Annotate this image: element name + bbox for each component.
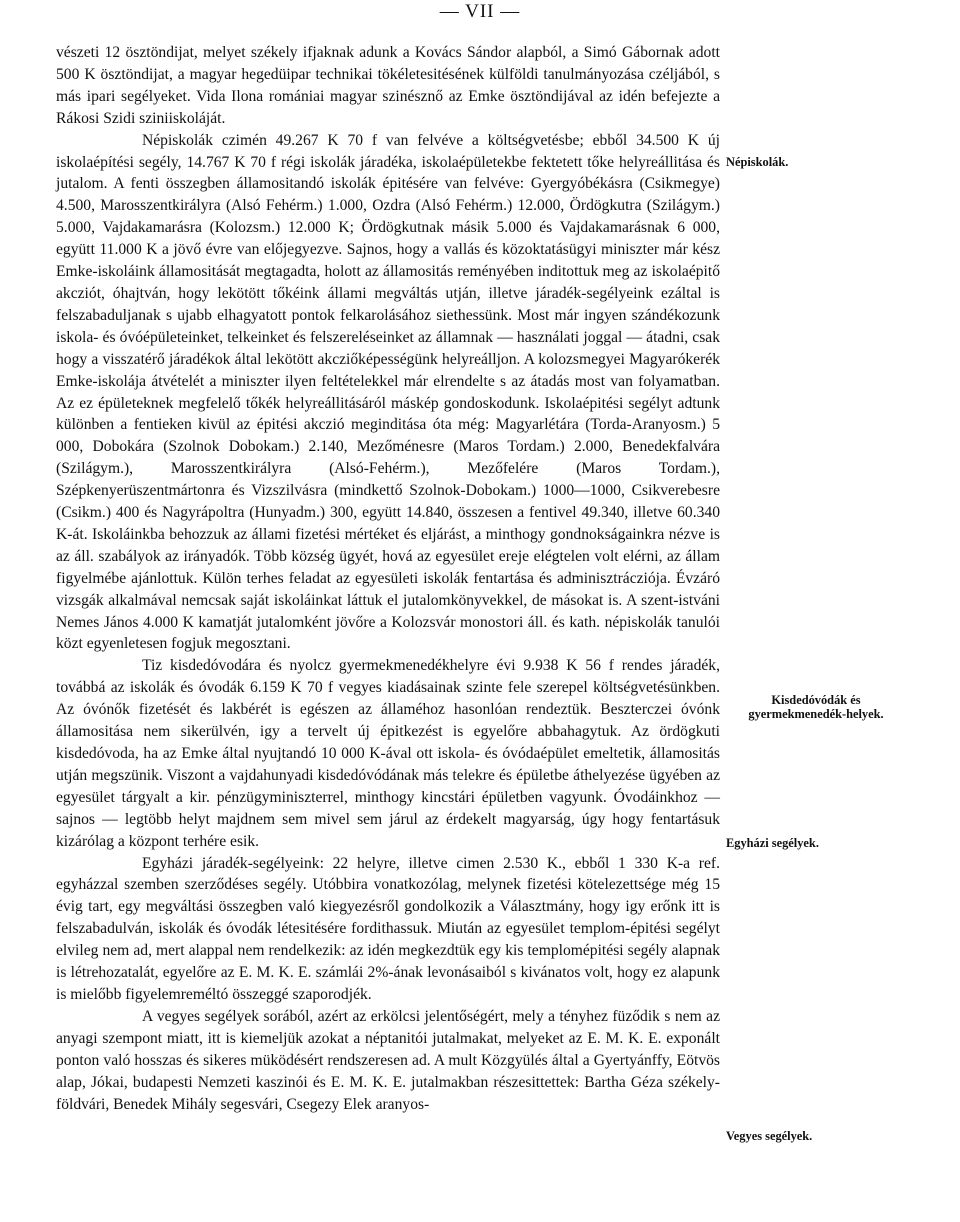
paragraph-church-grants: Egyházi járadék-segélyeink: 22 helyre, illetve cimen 2.530 K., ebből 1 330 K-a ref. egyházzal szemben szerződéses segély. Utóbbira vonatkozólag, melynek fizetési kötelezettsége még 15 évig tart, egy megváltási összegben való kiegyezésről gondolkozik a Választmány, hogy igy erőnk itt is felszabadulván, iskolák és óvodák létesitésére fordithassuk. Miután az egyesület templom-épitési segélyt elvileg nem ad, mert alappal nem rendelkezik: az idén megkezdtük egy kis templomépitési segély alapnak is létrehozatalát, egyelőre az E. M. K. E. számlái 2%-ának levonásaiból s kivánatos volt, hogy ez alapunk is mielőbb figyelemreméltó összeggé szaporodjék. xyxy=(56,854,720,1003)
paragraph-misc-grants: A vegyes segélyek sorából, azért az erkölcsi jelentőségért, mely a tényhez füződik s nem az anyagi szempont miatt, itt is kiemeljük azokat a néptanitói jutalmakat, melyeket az E. M. K. E. exponált ponton való hosszas és sikeres müködésért rendszeresen ad. A mult Közgyülés által a Gyertyánffy, Eötvös alap, Jókai, budapesti Nemzeti kaszinói és E. M. K. E. jutalmakban részesittettek: Bartha Géza székely-földvári, Benedek Mihály segesvári, Csegezy Elek aranyos- xyxy=(56,1007,720,1113)
margin-note-church-grants: Egyházi segélyek. xyxy=(726,836,819,850)
margin-note-misc-grants: Vegyes segélyek. xyxy=(726,1129,813,1143)
page-number: — VII — xyxy=(439,1,521,22)
paragraph-kindergartens: Tiz kisdedóvodára és nyolcz gyermekmenedékhelyre évi 9.938 K 56 f rendes járadék, továbbá az iskolák és óvodák 6.159 K 70 f vegyes kiadásainak szinte fele szerepel költségvetésünkben. Az óvónők fizetését és lakbérét is egészen az államéhoz hasonlóan rendeztük. Beszterczei óvónk államositása nem sikerülvén, igy a tervelt új épitkezést is egyelőre abbahagytuk. Az ördögkuti kisdedóvoda, ha az Emke által nyujtandó 10 000 K-ával ott iskola- és óvódaépület emeltetik, államositás utján megszünik. Viszont a vajdahunyadi kisdedóvódának más telekre és épületbe áthelyezése ügyében az egyesület tárgyalt a kir. pénzügyminiszterrel, minthogy kincstári épületben vagyunk. Óvodáinkhoz — sajnos — legtöbb helyt majdnem sem mivel sem járul az érdekelt magyarság, úgy hogy fentartásuk kizárólag a központ terhére esik. xyxy=(56,657,720,850)
paragraph-elementary-schools: Népiskolák czimén 49.267 K 70 f van felvéve a költségvetésbe; ebből 34.500 K új iskolaépítési segély, 14.767 K 70 f régi iskolák járadéka, iskolaépületekbe fektetett tőke helyreállitása és jutalom. A fenti összegben államositandó iskolák épitésére van felvéve: Gyergyóbékásra (Csikmegye) 4.500, Marosszentkirályra (Alsó Fehérm.) 1.000, Ozdra (Alsó Fehérm.) 12.000, Ördögkutra (Szilágym.) 5.000, Vajdakamarásra (Kolozsm.) 12.000 K; Ördögkutnak másik 5.000 és Vajdakamarásnak 6 000, együtt 11.000 K a jövő évre van előjegyezve. Sajnos, hogy a vallás és közoktatásügyi miniszter már kész Emke-iskoláink államositását megtagadta, holott az államositás reményében inditottuk meg az iskolaépitő akcziót, óhajtván, hogy lekötött tőkéink állami megváltás utján, illetve járadék-segélyeink ezáltal is felszabaduljanak s ujabb elhagyatott pontok felkarolásához siethessünk. Most már ingyen szándékozunk iskola- és óvóépületeinket, telkeinket és felszereléseinket az államnak — használati joggal — átadni, csak hogy a visszatérő járadékok által lekötött akcziőképességünk helyreálljon. A kolozsmegyei Magyarókerék Emke-iskolája átvételét a miniszter ilyen feltételekkel már elrendelte s az átadás most van folyamatban. Az ez épületeknek megfelelő tőkék helyreállitásáról máskép gondoskodunk. Iskolaépitési segélyt adtunk különben a fentieken kivül az épitési akczió meginditása óta még: Magyarlétára (Torda-Aranyosm.) 5 000, Dobokára (Szolnok Dobokam.) 2.140, Mezőménesre (Maros Tordam.) 2.000, Benedekfalvára (Szilágym.), Marosszentkirályra (Alsó-Fehérm.), Mezőfelére (Maros Tordam.), Szépkenyerüszentmártonra és Vizszilvásra (mindkettő Szolnok-Dobokam.) 1000—1000, Csikverebesre (Csikm.) 400 és Nagyrápoltra (Hunyadm.) 300, együtt 14.840, összesen a fentivel 49.340, illetve 60.340 K-át. Iskoláinkba behozzuk az állami fizetési mértéket és eljárást, a minthogy gondnokságainkra nézve is az áll. szabályok az irányadók. Több község ügyét, hová az egyesület ereje elégtelen volt elérni, az állam figyelmébe ajánlottuk. Külön terhes feladat az egyesületi iskolák fentartása és adminisztrácziója. Évzáró vizsgák alkalmával nemcsak saját iskoláinkat láttuk el jutalomkönyvekkel, de másokat is. A szent-istváni Nemes János 4.000 K kamatját jutalomként jövőre a Kolozsvár monostori áll. és kath. népiskolák tanulói közt egyenletesen fogjuk megosztani. xyxy=(56,131,720,653)
margin-note-kindergartens: Kisdedóvódák és gyermekmenedék-helyek. xyxy=(748,693,884,721)
body-text xyxy=(56,42,720,1115)
paragraph-scholarships: vészeti 12 ösztöndijat, melyet székely ifjaknak adunk a Kovács Sándor alapból, a Simó Gábornak adott 500 K ösztöndijat, a magyar hegedüipar technikai tökéletesitésének külföldi tanulmányozása czéljából, s más ipari segélyeket. Vida Ilona romániai magyar szinésznő az Emke ösztöndijával az idén befejezte a Rákosi Szidi sziniiskoláját. xyxy=(56,44,720,127)
margin-note-elementary-schools: Népiskolák. xyxy=(726,155,789,169)
